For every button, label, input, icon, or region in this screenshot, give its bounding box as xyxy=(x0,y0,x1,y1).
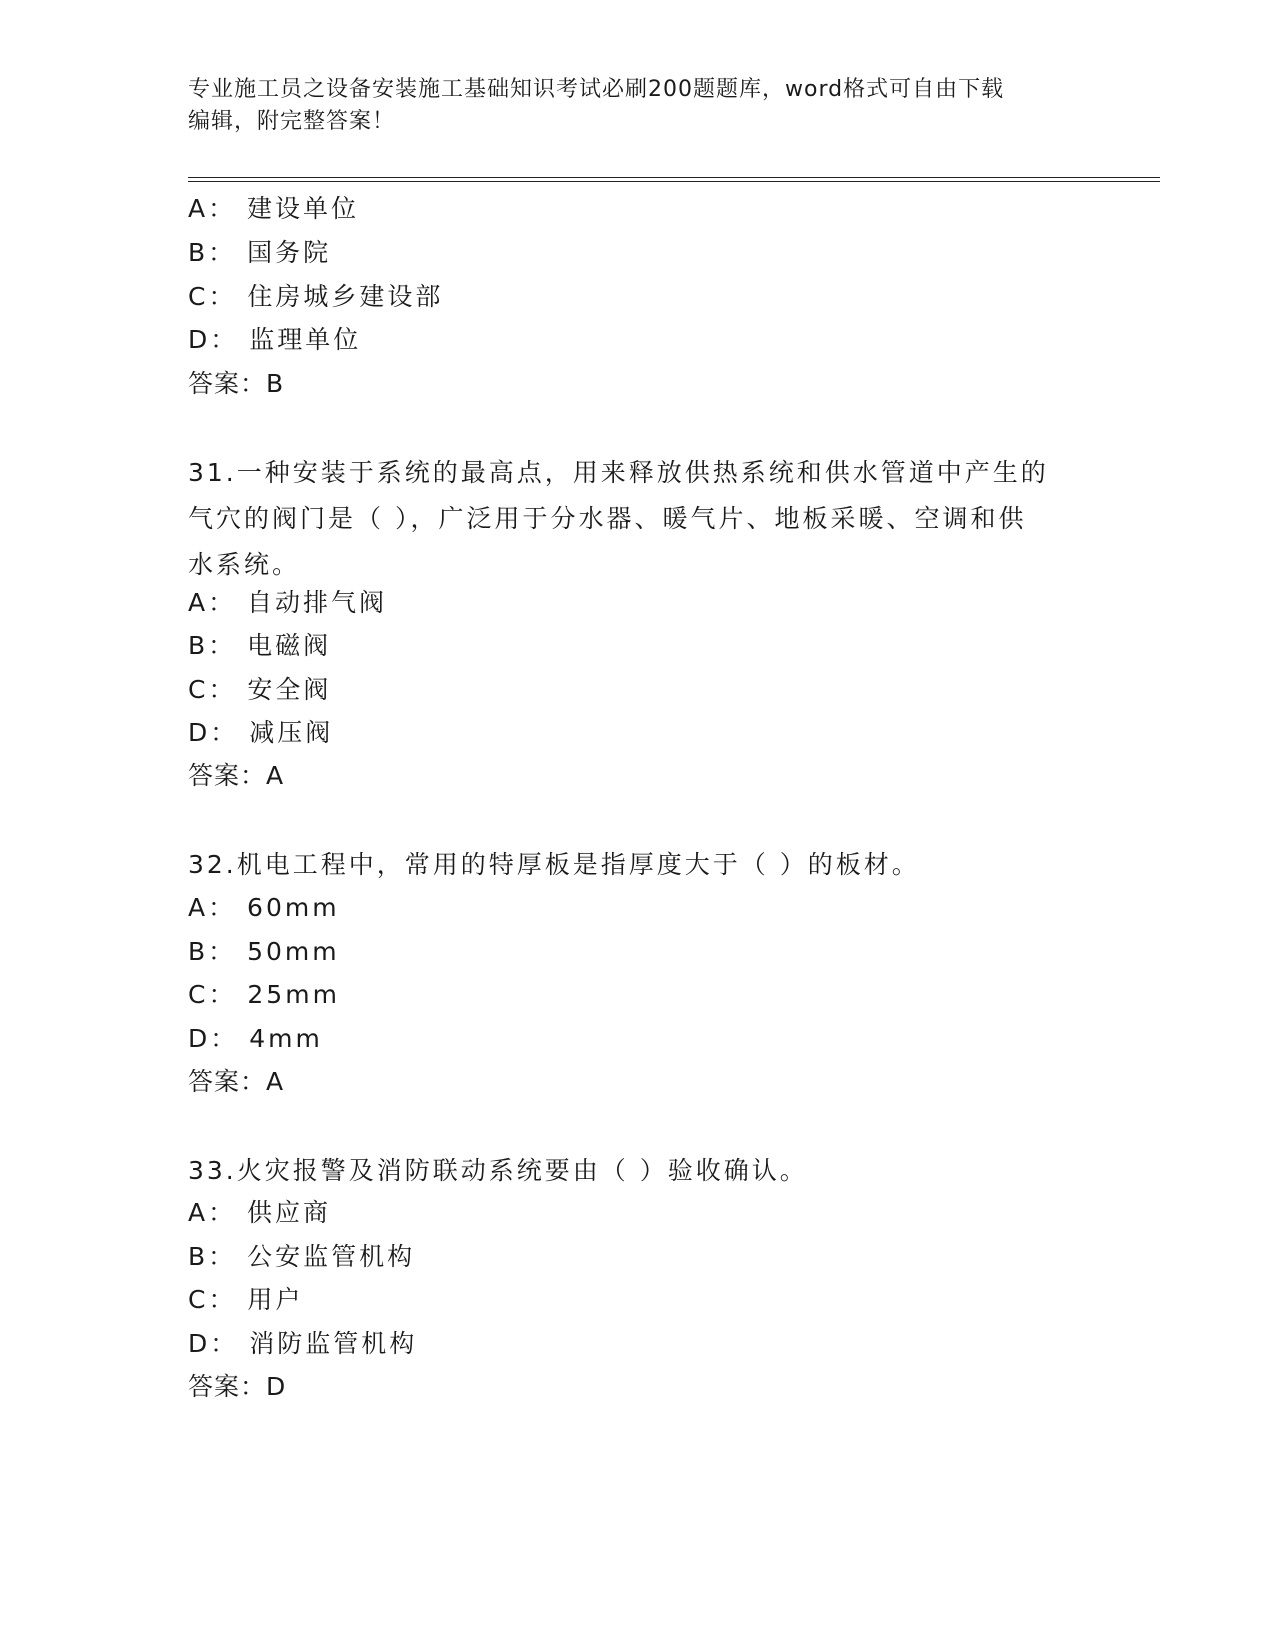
question-text-line: 气穴的阀门是（ ），广泛用于分水器、暖气片、地板采暖、空调和供 xyxy=(188,504,1027,533)
option-d: D： 监理单位 xyxy=(188,325,362,354)
option-c: C： 安全阀 xyxy=(188,675,332,704)
header-divider-bottom xyxy=(188,181,1160,182)
option-d: D： 减压阀 xyxy=(188,718,334,747)
question-text-line: 32.机电工程中，常用的特厚板是指厚度大于（ ）的板材。 xyxy=(188,850,920,879)
option-d: D： 消防监管机构 xyxy=(188,1329,418,1358)
question-33 xyxy=(188,1148,1088,1194)
question-text-line: 33.火灾报警及消防联动系统要由（ ）验收确认。 xyxy=(188,1156,808,1185)
option-d: D： 4mm xyxy=(188,1024,323,1053)
answer: 答案：D xyxy=(188,1372,287,1401)
option-b: B： 电磁阀 xyxy=(188,631,332,660)
option-c: C： 用户 xyxy=(188,1285,304,1314)
option-a: A： 自动排气阀 xyxy=(188,588,388,617)
question-text-line: 水系统。 xyxy=(188,550,301,579)
option-c: C： 住房城乡建设部 xyxy=(188,282,444,311)
answer: 答案：A xyxy=(188,761,285,790)
question-31 xyxy=(188,450,1088,588)
question-32 xyxy=(188,842,1088,888)
option-b: B： 50mm xyxy=(188,937,340,966)
answer: 答案：A xyxy=(188,1067,285,1096)
header-line-2: 编辑，附完整答案！ xyxy=(188,109,396,134)
header-divider-top xyxy=(188,177,1160,178)
option-a: A： 供应商 xyxy=(188,1198,332,1227)
option-b: B： 国务院 xyxy=(188,238,332,267)
option-b: B： 公安监管机构 xyxy=(188,1242,416,1271)
option-a: A： 60mm xyxy=(188,893,340,922)
option-c: C： 25mm xyxy=(188,980,340,1009)
header-line-1: 专业施工员之设备安装施工基础知识考试必刷200题题库，word格式可自由下载 xyxy=(188,77,1005,102)
document-header xyxy=(188,74,1088,138)
option-a: A： 建设单位 xyxy=(188,194,360,223)
question-text-line: 31.一种安装于系统的最高点，用来释放供热系统和供水管道中产生的 xyxy=(188,458,1049,487)
answer: 答案：B xyxy=(188,369,285,398)
